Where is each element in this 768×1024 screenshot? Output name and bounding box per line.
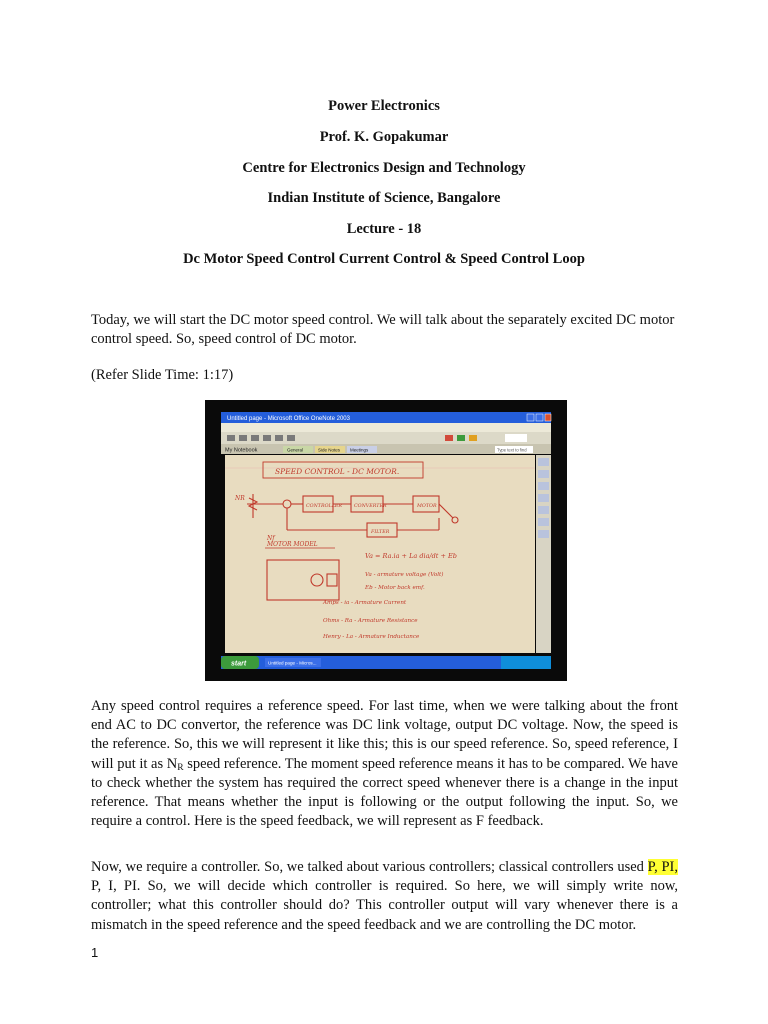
highlighted-text: P, PI, bbox=[647, 859, 678, 875]
paragraph-controller: Now, we require a controller. So, we talked about various controllers; classical controllers used P, PI, P, I, PI. So, we will decide which controller is required. So here, we will simply write now, controller; what this controller should do? This controller output will vary whenever there is a mismatch in the speed reference and the speed feedback and we are controlling the DC motor. bbox=[91, 859, 678, 933]
slide-screenshot bbox=[205, 400, 567, 681]
svg-text:Untitled page - Micros...: Untitled page - Micros... bbox=[268, 660, 317, 666]
intro-paragraph: Today, we will start the DC motor speed control. We will talk about the separately excited DC motor control speed. So, speed control of DC motor. bbox=[91, 312, 675, 348]
course-title: Power Electronics bbox=[328, 98, 440, 114]
svg-text:NR: NR bbox=[235, 495, 245, 502]
close-icon bbox=[545, 414, 551, 421]
svg-text:CONTROLLER: CONTROLLER bbox=[306, 504, 343, 509]
svg-text:Eb - Motor back emf.: Eb - Motor back emf. bbox=[365, 585, 425, 591]
lecture-topic: Dc Motor Speed Control Current Control & Speed Control Loop bbox=[183, 251, 585, 267]
svg-text:Meetings: Meetings bbox=[350, 447, 369, 453]
maximize-icon bbox=[536, 414, 543, 421]
paragraph-speed-reference: Any speed control requires a reference speed. For last time, when we were talking about the front end AC to DC convertor, the reference was DC link voltage, output DC voltage. Now, the speed is the reference. So, this we will represent it like this; this is our speed reference. So, speed reference, I will put it as $N_R$ speed reference. The moment speed reference means it has to be compared. We have to check whether the system has required the correct speed whenever there is a change in the input reference. That means whether the input is following or the output following the input. So, we require a control. Here is the speed feedback, we will represent as F feedback. bbox=[91, 698, 678, 830]
centre-name: Centre for Electronics Design and Technology bbox=[242, 160, 526, 176]
professor-name: Prof. K. Gopakumar bbox=[319, 129, 449, 145]
svg-text:Va = Ra.ia + La dia/dt + Eb: Va = Ra.ia + La dia/dt + Eb bbox=[365, 552, 457, 560]
svg-text:General: General bbox=[287, 447, 304, 453]
svg-text:Va - armature voltage (Volt): Va - armature voltage (Volt) bbox=[365, 572, 444, 578]
refer-slide-time: (Refer Slide Time: 1:17) bbox=[91, 367, 234, 383]
svg-text:MOTOR MODEL: MOTOR MODEL bbox=[267, 541, 318, 548]
svg-text:start: start bbox=[231, 660, 247, 668]
svg-text:Ohms - Ra - Armature Resistanc: Ohms - Ra - Armature Resistance bbox=[323, 618, 418, 624]
minimize-icon bbox=[527, 414, 534, 421]
svg-text:Henry - La - Armature Inductan: Henry - La - Armature Inductance bbox=[323, 634, 420, 640]
svg-text:Amps - ia - Armature Current: Amps - ia - Armature Current bbox=[323, 600, 407, 606]
menu-bar bbox=[221, 423, 551, 432]
svg-text:Side Notes: Side Notes bbox=[318, 447, 341, 453]
svg-text:CONVERTER: CONVERTER bbox=[354, 504, 387, 509]
notebook-label: My Notebook bbox=[225, 447, 258, 454]
svg-text:Nf: Nf bbox=[267, 535, 275, 542]
svg-text:Type text to find: Type text to find bbox=[497, 447, 527, 453]
board-title: SPEED CONTROL - DC MOTOR. bbox=[275, 467, 400, 476]
window-title: Untitled page - Microsoft Office OneNote 2003 bbox=[227, 416, 350, 422]
svg-text:FILTER: FILTER bbox=[371, 530, 390, 535]
lecture-number: Lecture - 18 bbox=[346, 221, 422, 237]
svg-text:MOTOR: MOTOR bbox=[417, 504, 437, 509]
page-number: 1 bbox=[91, 945, 99, 960]
institute-name: Indian Institute of Science, Bangalore bbox=[267, 190, 501, 206]
